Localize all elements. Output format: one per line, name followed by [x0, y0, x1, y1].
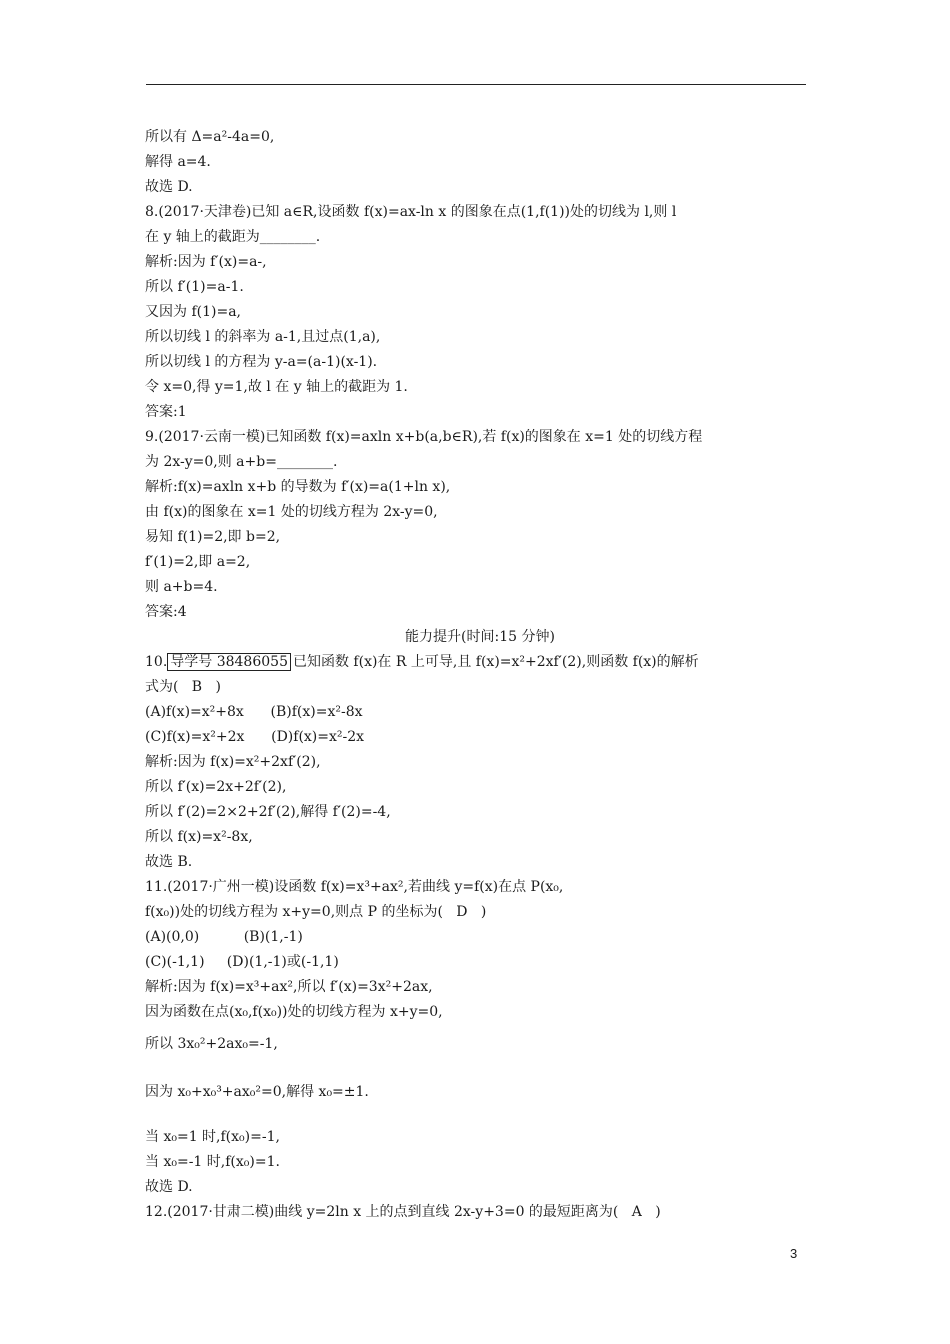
text-line: 式为( B ) [145, 679, 221, 695]
problem-11-statement: 11.(2017·广州一模)设函数 f(x)=x³+ax²,若曲线 y=f(x)在点 P(x₀, [145, 879, 564, 895]
equation-line: 所以 3x₀²+2ax₀=-1, [145, 1036, 278, 1052]
options-line: (C)(-1,1) (D)(1,-1)或(-1,1) [145, 954, 339, 970]
text-line: 为 2x-y=0,则 a+b=________. [145, 454, 338, 470]
text-line: 令 x=0,得 y=1,故 l 在 y 轴上的截距为 1. [145, 379, 408, 395]
text-line: 解析:因为 f(x)=x²+2xf′(2), [145, 754, 321, 770]
problem-8-statement: 8.(2017·天津卷)已知 a∈R,设函数 f(x)=ax-ln x 的图象在点(1,f(1))处的切线为 l,则 l [145, 204, 677, 220]
equation-line: 因为 x₀+x₀³+ax₀²=0,解得 x₀=±1. [145, 1084, 369, 1100]
problem-9-statement: 9.(2017·云南一模)已知函数 f(x)=axln x+b(a,b∈R),若 f(x)的图象在 x=1 处的切线方程 [145, 429, 703, 445]
text-line: 因为函数在点(x₀,f(x₀))处的切线方程为 x+y=0, [145, 1004, 443, 1020]
header-rule [146, 84, 806, 85]
guide-number-box: 导学号 38486055 [167, 653, 291, 671]
options-line: (A)f(x)=x²+8x (B)f(x)=x²-8x [145, 704, 363, 720]
problem-12-statement: 12.(2017·甘肃二模)曲线 y=2ln x 上的点到直线 2x-y+3=0 的最短距离为( A ) [145, 1204, 661, 1220]
text-line: 所以有 Δ=a²-4a=0, [145, 129, 275, 145]
options-line: (A)(0,0) (B)(1,-1) [145, 929, 303, 945]
text-line: f(x₀))处的切线方程为 x+y=0,则点 P 的坐标为( D ) [145, 904, 487, 920]
problem-number: 10. [145, 654, 168, 670]
text-line: 所以切线 l 的方程为 y-a=(a-1)(x-1). [145, 354, 378, 370]
text-line: 所以 f′(2)=2×2+2f′(2),解得 f′(2)=-4, [145, 804, 391, 820]
text-line: 故选 B. [145, 854, 193, 870]
text-line: 所以 f′(x)=2x+2f′(2), [145, 779, 287, 795]
text-line: 由 f(x)的图象在 x=1 处的切线方程为 2x-y=0, [145, 504, 438, 520]
answer-line: 答案:4 [145, 604, 187, 620]
answer-line: 答案:1 [145, 404, 187, 420]
options-line: (C)f(x)=x²+2x (D)f(x)=x²-2x [145, 729, 365, 745]
text-line: 所以切线 l 的斜率为 a-1,且过点(1,a), [145, 329, 381, 345]
text-line: 故选 D. [145, 179, 193, 195]
text-line: 解析:因为 f′(x)=a-, [145, 254, 267, 270]
page-number: 3 [790, 1246, 798, 1261]
text-line: 当 x₀=1 时,f(x₀)=-1, [145, 1129, 280, 1145]
text-line: 则 a+b=4. [145, 579, 218, 595]
text-line: 易知 f(1)=2,即 b=2, [145, 529, 281, 545]
text-line: 所以 f′(1)=a-1. [145, 279, 244, 295]
text-line: 所以 f(x)=x²-8x, [145, 829, 253, 845]
text-line: 又因为 f(1)=a, [145, 304, 241, 320]
problem-text: 已知函数 f(x)在 R 上可导,且 f(x)=x²+2xf′(2),则函数 f(x)的解析 [292, 654, 699, 670]
text-line: 解得 a=4. [145, 154, 211, 170]
problem-10-statement [145, 653, 815, 671]
section-heading: 能力提升(时间:15 分钟) [405, 629, 555, 645]
text-line: 解析:f(x)=axln x+b 的导数为 f′(x)=a(1+ln x), [145, 479, 451, 495]
text-line: 解析:因为 f(x)=x³+ax²,所以 f′(x)=3x²+2ax, [145, 979, 433, 995]
text-line: 当 x₀=-1 时,f(x₀)=1. [145, 1154, 280, 1170]
text-line: 故选 D. [145, 1179, 193, 1195]
text-line: f′(1)=2,即 a=2, [145, 554, 251, 570]
text-line: 在 y 轴上的截距为________. [145, 229, 321, 245]
